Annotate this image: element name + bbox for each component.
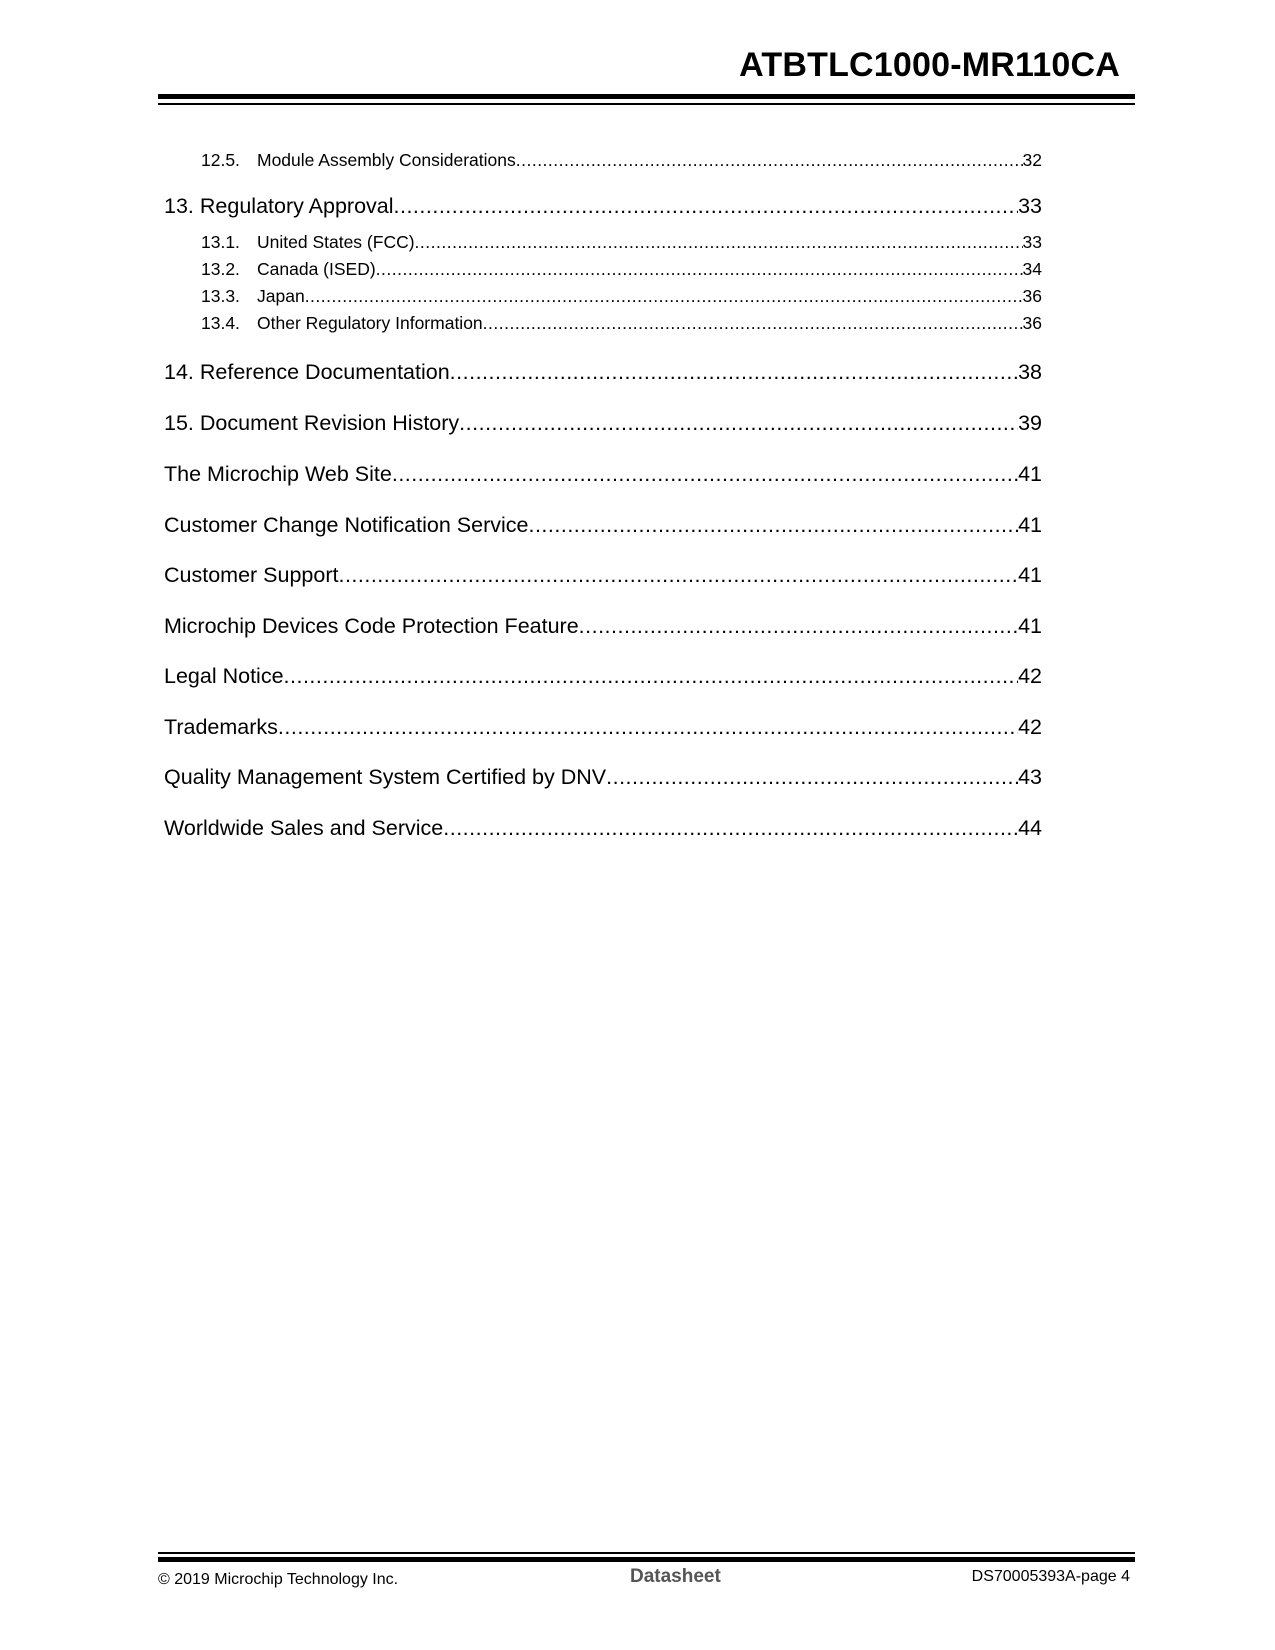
- footer-rule-thick: [158, 1557, 1135, 1562]
- toc-entry[interactable]: [164, 816, 1042, 846]
- toc-entry-page: 44: [1018, 816, 1042, 840]
- toc-entry-label: Japan: [257, 286, 305, 306]
- toc-entry-page: 36: [1022, 313, 1042, 333]
- toc-entry-number: 14.: [164, 360, 194, 384]
- toc-entry-label: Canada (ISED): [257, 259, 376, 279]
- toc-entry-number: 13.2.: [201, 259, 240, 279]
- toc-entry-page: 38: [1018, 360, 1042, 384]
- toc-entry-number: 13.: [164, 194, 194, 218]
- toc-entry[interactable]: [201, 259, 1042, 283]
- toc-entry[interactable]: [164, 462, 1042, 492]
- toc-entry-page: 34: [1022, 259, 1042, 279]
- toc-entry-page: 42: [1018, 664, 1042, 688]
- toc-entry-label: Regulatory Approval: [199, 194, 394, 218]
- toc-entry-page: 39: [1018, 411, 1042, 435]
- toc-entry-number: 12.5.: [201, 150, 240, 170]
- toc-entry[interactable]: [164, 614, 1042, 644]
- toc-dot-leader: [483, 313, 1023, 334]
- toc-dot-leader: [278, 715, 1018, 740]
- toc-entry-number: 13.3.: [201, 286, 240, 306]
- toc-dot-leader: [392, 462, 1018, 487]
- toc-entry-label: Module Assembly Considerations: [257, 150, 516, 170]
- toc-dot-leader: [394, 194, 1019, 219]
- toc-entry-label: Customer Support: [164, 563, 339, 587]
- footer-copyright: © 2019 Microchip Technology Inc.: [158, 1571, 399, 1588]
- toc-entry[interactable]: [201, 150, 1042, 174]
- toc-entry-label: United States (FCC): [257, 232, 415, 252]
- toc-entry-label: Customer Change Notification Service: [164, 513, 529, 537]
- toc-dot-leader: [450, 360, 1018, 385]
- toc-entry-page: 33: [1018, 194, 1042, 218]
- toc-entry-label: Worldwide Sales and Service: [164, 816, 444, 840]
- toc-entry[interactable]: [164, 411, 1042, 441]
- toc-entry[interactable]: [201, 232, 1042, 256]
- toc-dot-leader: [415, 232, 1023, 253]
- toc-entry-label: The Microchip Web Site: [164, 462, 392, 486]
- toc-entry[interactable]: [201, 313, 1042, 337]
- toc-dot-leader: [376, 259, 1023, 280]
- toc-dot-leader: [459, 411, 1018, 436]
- toc-entry[interactable]: [201, 286, 1042, 310]
- toc-entry-label: Microchip Devices Code Protection Feature: [164, 614, 579, 638]
- toc-dot-leader: [305, 286, 1023, 307]
- toc-entry-page: 43: [1018, 765, 1042, 789]
- toc-dot-leader: [606, 765, 1018, 790]
- toc-entry-number: 13.1.: [201, 232, 240, 252]
- toc-dot-leader: [528, 513, 1018, 538]
- toc-entry-page: 41: [1018, 513, 1042, 537]
- toc-entry[interactable]: [164, 715, 1042, 745]
- toc-entry-page: 42: [1018, 715, 1042, 739]
- footer-doc-type: Datasheet: [630, 1566, 721, 1587]
- toc-entry-page: 32: [1022, 150, 1042, 170]
- toc-entry-label: Legal Notice: [164, 664, 284, 688]
- toc-entry-page: 41: [1018, 563, 1042, 587]
- toc-dot-leader: [338, 563, 1018, 588]
- toc-entry[interactable]: [164, 563, 1042, 593]
- toc-entry-label: Other Regulatory Information: [257, 313, 483, 333]
- toc-entry[interactable]: [164, 664, 1042, 694]
- toc-entry[interactable]: [164, 765, 1042, 795]
- toc-dot-leader: [516, 150, 1023, 171]
- toc-entry[interactable]: [164, 194, 1042, 224]
- footer-rule-thin: [158, 1552, 1135, 1554]
- toc-entry-label: Quality Management System Certified by DNV: [164, 765, 607, 789]
- toc-dot-leader: [284, 664, 1019, 689]
- footer-page-id: DS70005393A-page 4: [971, 1568, 1130, 1585]
- toc-entry-page: 36: [1022, 286, 1042, 306]
- toc-entry-label: Trademarks: [164, 715, 278, 739]
- toc-entry-number: 15.: [164, 411, 194, 435]
- toc-dot-leader: [443, 816, 1018, 841]
- toc-entry-label: Reference Documentation: [199, 360, 450, 384]
- toc-entry[interactable]: [164, 360, 1042, 390]
- toc-dot-leader: [579, 614, 1018, 639]
- toc-entry[interactable]: [164, 513, 1042, 543]
- toc-entry-number: 13.4.: [201, 313, 240, 333]
- page-header-title: ATBTLC1000-MR110CA: [739, 46, 1120, 84]
- toc-entry-page: 33: [1022, 232, 1042, 252]
- toc-entry-page: 41: [1018, 462, 1042, 486]
- toc-entry-label: Document Revision History: [199, 411, 460, 435]
- toc-entry-page: 41: [1018, 614, 1042, 638]
